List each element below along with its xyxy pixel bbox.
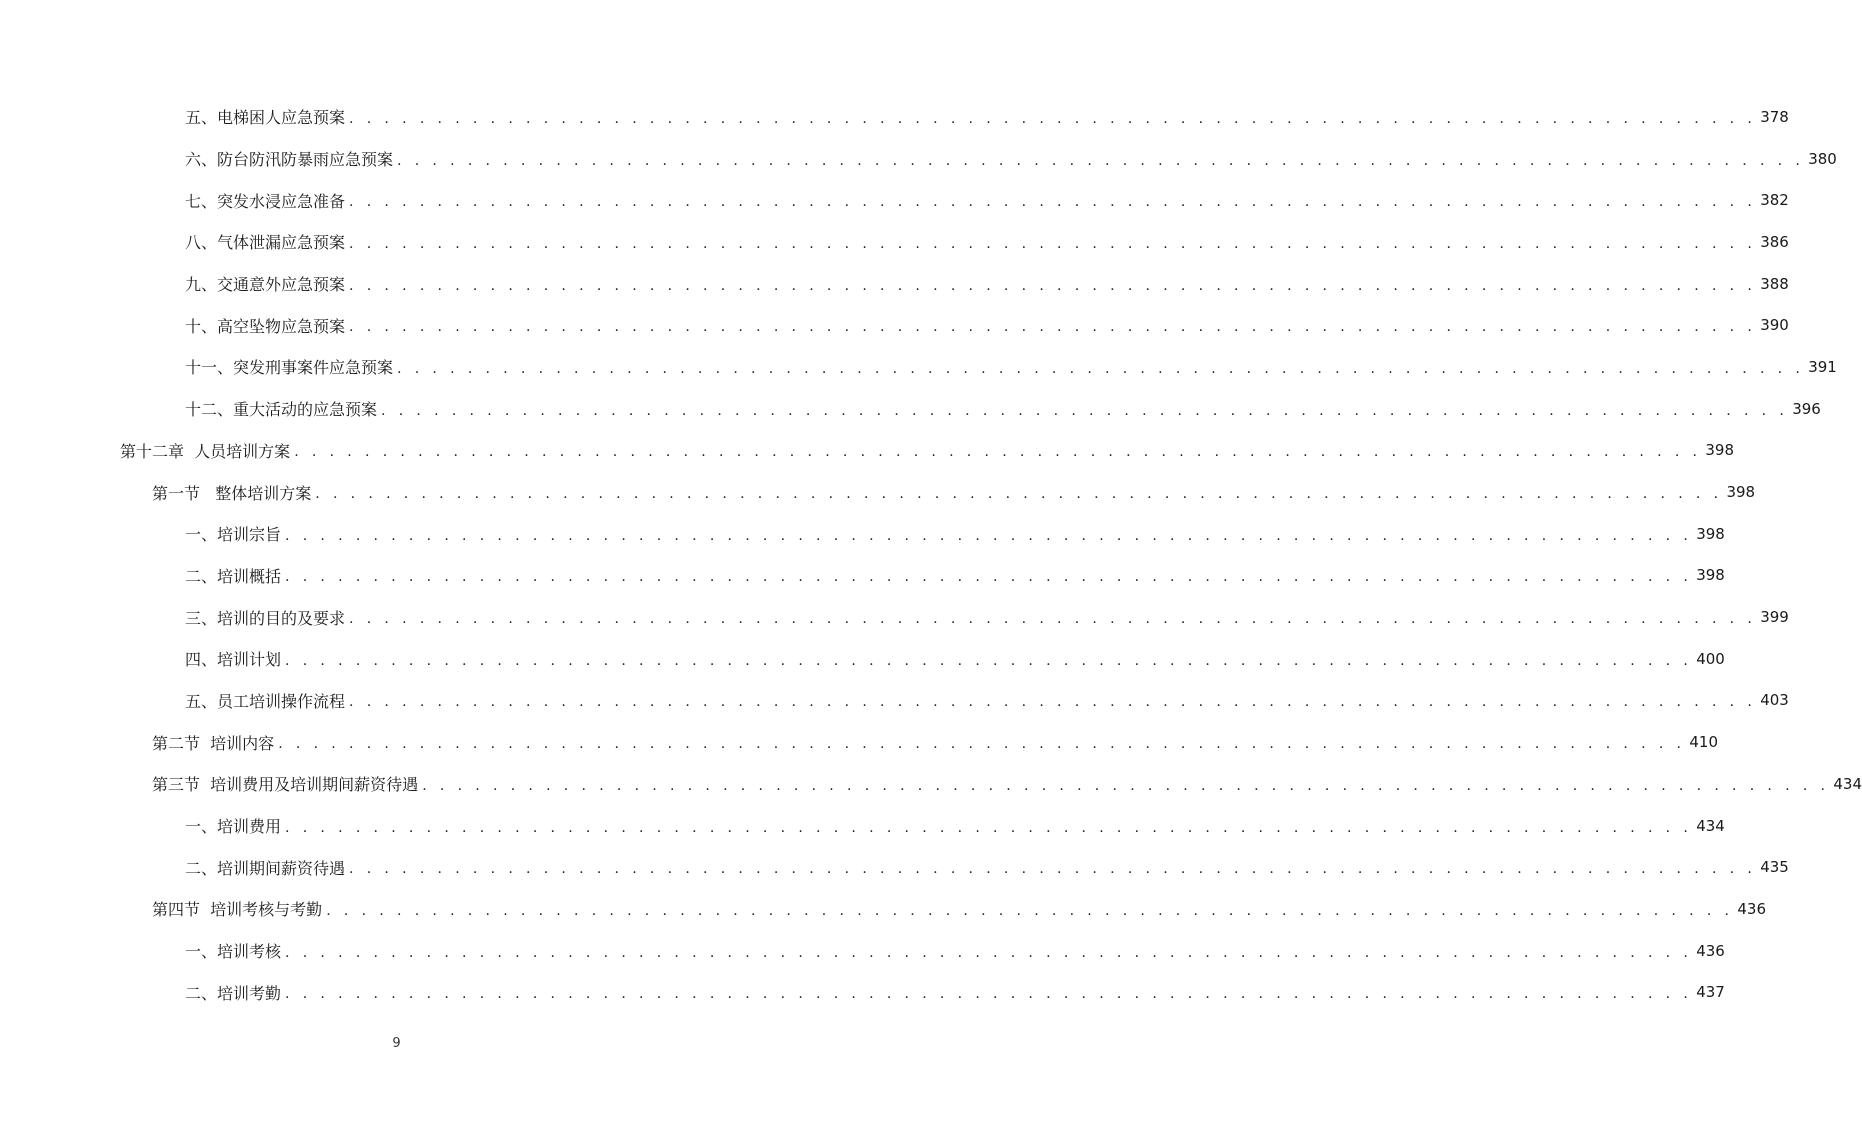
toc-entry-page: 378: [1760, 107, 1789, 126]
toc-entry-title: 二、培训概括: [185, 566, 282, 586]
toc-entry-page: 398: [1696, 524, 1725, 543]
toc-entry[interactable]: [0, 179, 1789, 221]
toc-entry-title: 一、培训考核: [185, 942, 282, 962]
toc-entry[interactable]: [0, 304, 1789, 346]
toc-entry-page: 403: [1760, 691, 1789, 710]
toc-entry-page: 434: [1833, 774, 1862, 793]
toc-entry-title: 四、培训计划: [185, 650, 282, 670]
toc-dot-leader: . . . . . . . . . . . . . . . . . . . . . . . . . . . . . . . . . . . . . . . . . . . . . . . . . . . . . . . . . . . . . . . . . . . . . . . . . . . . . . . .: [349, 319, 1757, 336]
toc-dot-leader: . . . . . . . . . . . . . . . . . . . . . . . . . . . . . . . . . . . . . . . . . . . . . . . . . . . . . . . . . . . . . . . . . . . . . . . . . . . . . . . .: [294, 444, 1702, 461]
toc-dot-leader: . . . . . . . . . . . . . . . . . . . . . . . . . . . . . . . . . . . . . . . . . . . . . . . . . . . . . . . . . . . . . . . . . . . . . . . . . . . . . . . .: [285, 527, 1693, 544]
toc-entry-title: 第四节 培训考核与考勤: [152, 900, 323, 920]
toc-entry-title: 第一节 整体培训方案: [152, 483, 312, 503]
toc-dot-leader: . . . . . . . . . . . . . . . . . . . . . . . . . . . . . . . . . . . . . . . . . . . . . . . . . . . . . . . . . . . . . . . . . . . . . . . . . . . . . . . .: [349, 235, 1757, 252]
toc-entry-page: 391: [1808, 357, 1837, 376]
toc-entry-page: 434: [1696, 816, 1725, 835]
toc-dot-leader: . . . . . . . . . . . . . . . . . . . . . . . . . . . . . . . . . . . . . . . . . . . . . . . . . . . . . . . . . . . . . . . . . . . . . . . . . . . . . . . .: [326, 902, 1734, 919]
toc-dot-leader: . . . . . . . . . . . . . . . . . . . . . . . . . . . . . . . . . . . . . . . . . . . . . . . . . . . . . . . . . . . . . . . . . . . . . . . . . . . . . . . .: [397, 152, 1805, 169]
toc-entry[interactable]: [0, 138, 1837, 180]
toc-entry-page: 436: [1737, 899, 1767, 918]
toc-dot-leader: . . . . . . . . . . . . . . . . . . . . . . . . . . . . . . . . . . . . . . . . . . . . . . . . . . . . . . . . . . . . . . . . . . . . . . . . . . . . . . . .: [349, 861, 1757, 878]
toc-entry-title: 五、电梯困人应急预案: [185, 108, 346, 128]
toc-entry-title: 十、高空坠物应急预案: [185, 316, 346, 336]
toc-dot-leader: . . . . . . . . . . . . . . . . . . . . . . . . . . . . . . . . . . . . . . . . . . . . . . . . . . . . . . . . . . . . . . . . . . . . . . . . . . . . . . . .: [349, 110, 1757, 127]
toc-dot-leader: . . . . . . . . . . . . . . . . . . . . . . . . . . . . . . . . . . . . . . . . . . . . . . . . . . . . . . . . . . . . . . . . . . . . . . . . . . . . . . . .: [349, 277, 1757, 294]
toc-dot-leader: . . . . . . . . . . . . . . . . . . . . . . . . . . . . . . . . . . . . . . . . . . . . . . . . . . . . . . . . . . . . . . . . . . . . . . . . . . . . . . . .: [381, 402, 1789, 419]
toc-entry[interactable]: [0, 346, 1837, 388]
toc-entry-title: 二、培训考勤: [185, 983, 282, 1003]
toc-entry-page: 410: [1689, 733, 1719, 752]
toc-entry[interactable]: [0, 888, 1767, 930]
toc-entry[interactable]: [0, 930, 1725, 972]
toc-entry-title: 五、员工培训操作流程: [185, 691, 346, 711]
toc-dot-leader: . . . . . . . . . . . . . . . . . . . . . . . . . . . . . . . . . . . . . . . . . . . . . . . . . . . . . . . . . . . . . . . . . . . . . . . . . . . . . . . .: [285, 819, 1693, 836]
toc-entry-title: 六、防台防汛防暴雨应急预案: [185, 150, 394, 170]
toc-dot-leader: . . . . . . . . . . . . . . . . . . . . . . . . . . . . . . . . . . . . . . . . . . . . . . . . . . . . . . . . . . . . . . . . . . . . . . . . . . . . . . . .: [285, 986, 1693, 1003]
toc-entry-page: 436: [1696, 941, 1725, 960]
toc-entry[interactable]: [0, 846, 1789, 888]
toc-entry-title: 十二、重大活动的应急预案: [185, 400, 378, 420]
toc-dot-leader: . . . . . . . . . . . . . . . . . . . . . . . . . . . . . . . . . . . . . . . . . . . . . . . . . . . . . . . . . . . . . . . . . . . . . . . . . . . . . . . .: [285, 569, 1693, 586]
toc-entry-page: 437: [1696, 983, 1725, 1002]
toc-entry[interactable]: [0, 971, 1725, 1013]
toc-entry-title: 第二节 培训内容: [152, 733, 275, 753]
toc-dot-leader: . . . . . . . . . . . . . . . . . . . . . . . . . . . . . . . . . . . . . . . . . . . . . . . . . . . . . . . . . . . . . . . . . . . . . . . . . . . . . . . .: [285, 652, 1693, 669]
toc-entry-page: 396: [1792, 399, 1821, 418]
toc-entry[interactable]: [0, 263, 1789, 305]
toc-entry-page: 390: [1760, 316, 1789, 335]
toc-entry-page: 399: [1760, 608, 1789, 627]
toc-entry[interactable]: [0, 596, 1789, 638]
toc-dot-leader: . . . . . . . . . . . . . . . . . . . . . . . . . . . . . . . . . . . . . . . . . . . . . . . . . . . . . . . . . . . . . . . . . . . . . . . . . . . . . . . .: [278, 736, 1686, 753]
toc-dot-leader: . . . . . . . . . . . . . . . . . . . . . . . . . . . . . . . . . . . . . . . . . . . . . . . . . . . . . . . . . . . . . . . . . . . . . . . . . . . . . . . .: [349, 611, 1757, 628]
toc-entry-title: 八、气体泄漏应急预案: [185, 233, 346, 253]
table-of-contents: [0, 96, 1862, 1013]
toc-dot-leader: . . . . . . . . . . . . . . . . . . . . . . . . . . . . . . . . . . . . . . . . . . . . . . . . . . . . . . . . . . . . . . . . . . . . . . . . . . . . . . . .: [397, 360, 1805, 377]
toc-entry[interactable]: [0, 555, 1725, 597]
toc-entry-title: 九、交通意外应急预案: [185, 275, 346, 295]
toc-entry-page: 386: [1760, 232, 1789, 251]
toc-dot-leader: . . . . . . . . . . . . . . . . . . . . . . . . . . . . . . . . . . . . . . . . . . . . . . . . . . . . . . . . . . . . . . . . . . . . . . . . . . . . . . . .: [349, 194, 1757, 211]
toc-entry-title: 二、培训期间薪资待遇: [185, 858, 346, 878]
toc-entry-page: 398: [1726, 483, 1756, 502]
toc-entry[interactable]: [0, 388, 1821, 430]
toc-entry-page: 398: [1696, 566, 1725, 585]
toc-entry[interactable]: [0, 680, 1789, 722]
toc-entry-title: 一、培训宗旨: [185, 525, 282, 545]
toc-entry-title: 三、培训的目的及要求: [185, 608, 346, 628]
toc-entry-page: 400: [1696, 649, 1725, 668]
toc-entry[interactable]: [0, 721, 1719, 763]
toc-entry-page: 380: [1808, 149, 1837, 168]
toc-entry[interactable]: [0, 221, 1789, 263]
toc-entry-page: 382: [1760, 191, 1789, 210]
toc-entry[interactable]: [0, 805, 1725, 847]
toc-entry-title: 第三节 培训费用及培训期间薪资待遇: [152, 775, 419, 795]
page-number: 9: [392, 1036, 401, 1051]
toc-entry-page: 435: [1760, 858, 1789, 877]
toc-entry-page: 388: [1760, 274, 1789, 293]
toc-dot-leader: . . . . . . . . . . . . . . . . . . . . . . . . . . . . . . . . . . . . . . . . . . . . . . . . . . . . . . . . . . . . . . . . . . . . . . . . . . . . . . . .: [315, 486, 1723, 503]
toc-entry-title: 十一、突发刑事案件应急预案: [185, 358, 394, 378]
toc-entry[interactable]: [0, 763, 1862, 805]
toc-entry[interactable]: [0, 471, 1756, 513]
toc-entry[interactable]: [0, 430, 1735, 472]
toc-dot-leader: . . . . . . . . . . . . . . . . . . . . . . . . . . . . . . . . . . . . . . . . . . . . . . . . . . . . . . . . . . . . . . . . . . . . . . . . . . . . . . . .: [349, 694, 1757, 711]
toc-dot-leader: . . . . . . . . . . . . . . . . . . . . . . . . . . . . . . . . . . . . . . . . . . . . . . . . . . . . . . . . . . . . . . . . . . . . . . . . . . . . . . . .: [285, 944, 1693, 961]
toc-entry-title: 第十二章 人员培训方案: [120, 441, 291, 461]
toc-entry[interactable]: [0, 513, 1725, 555]
toc-dot-leader: . . . . . . . . . . . . . . . . . . . . . . . . . . . . . . . . . . . . . . . . . . . . . . . . . . . . . . . . . . . . . . . . . . . . . . . . . . . . . . . .: [422, 777, 1830, 794]
toc-entry-title: 一、培训费用: [185, 817, 282, 837]
toc-entry-page: 398: [1705, 441, 1735, 460]
toc-entry-title: 七、突发水浸应急准备: [185, 191, 346, 211]
toc-entry[interactable]: [0, 96, 1789, 138]
toc-entry[interactable]: [0, 638, 1725, 680]
